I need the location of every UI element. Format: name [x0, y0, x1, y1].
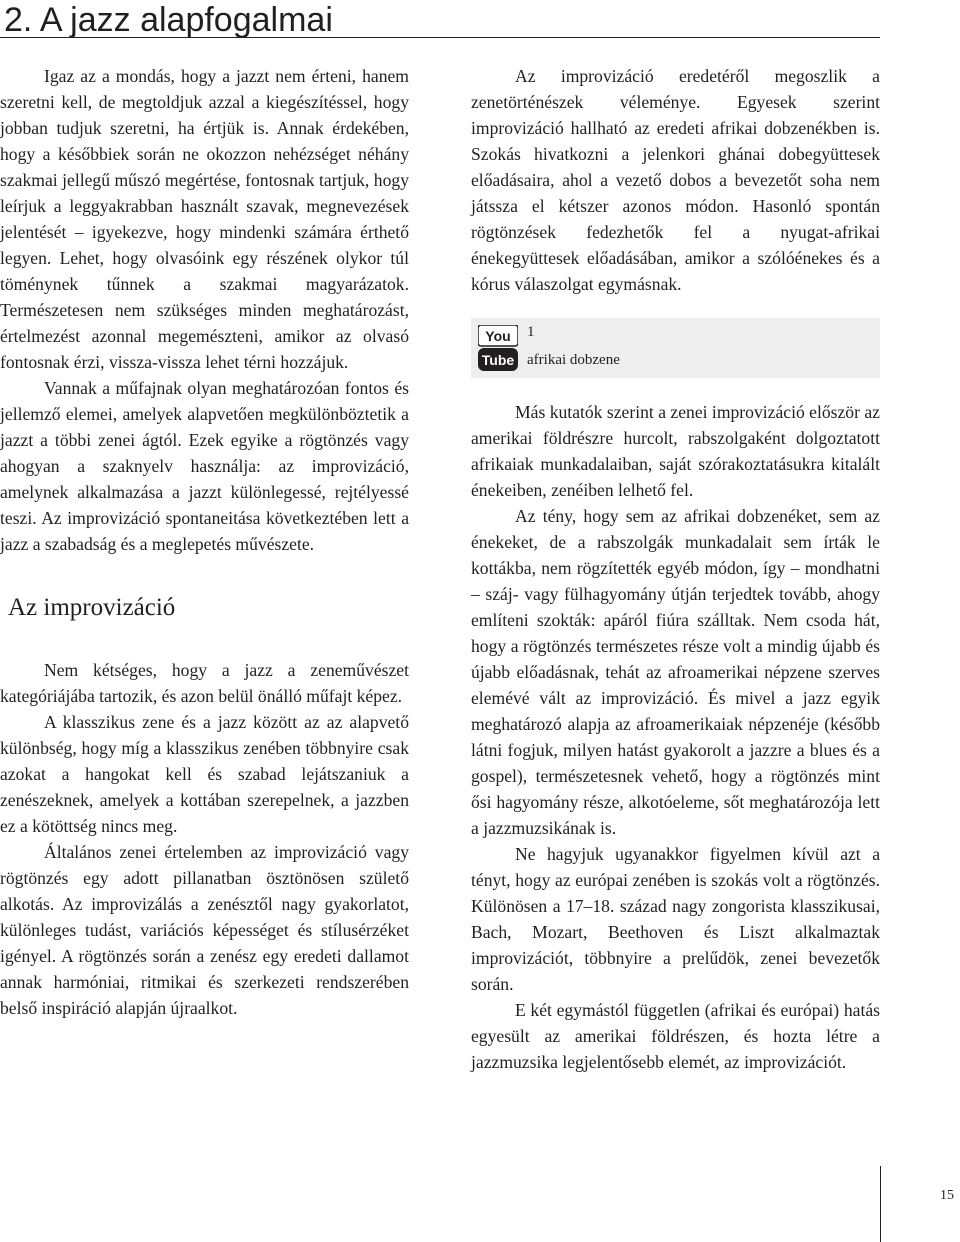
youtube-icon-text-bottom: Tube	[481, 352, 515, 368]
youtube-icon-text-top: You	[485, 328, 511, 344]
section-heading: Az improvizáció	[8, 594, 176, 621]
video-number: 1	[527, 324, 535, 340]
title-rule	[0, 37, 880, 38]
paragraph: Nem kétséges, hogy a jazz a zeneművészet kategóriájába tartozik, és azon belül önálló műfajt képez.	[0, 660, 409, 706]
youtube-icon[interactable]	[478, 325, 518, 371]
paragraph: E két egymástól független (afrikai és európai) hatás egyesült az amerikai földrészen, és hozta létre a jazzmuzsika legjelentősebb elemét, az improvizációt.	[471, 1000, 880, 1072]
paragraph: Igaz az a mondás, hogy a jazzt nem érteni, hanem szeretni kell, de megtoldjuk azzal a kiegészítéssel, hogy jobban tudjuk szeretni, ha értjük is. Annak érdekében, hogy a későbbiek során ne okozzon nehézséget néhány szakmai jellegű műszó megértése, fontosnak tartjuk, hogy leírjuk a leggyakrabban használt szavak, megnevezések jelentését – igyekezve, hogy mindenki számára érthető legyen. Lehet, hogy olvasóink egy részének olykor túl töménynek tűnnek a szakmai magyarázatok. Természetesen nem szükséges minden meghatározást, értelmezést azonnal megemészteni, amikor az olvasó fontosnak érzi, vissza-vissza lehet térni hozzájuk.	[0, 66, 409, 372]
paragraph: A klasszikus zene és a jazz között az az alapvető különbség, hogy míg a klasszikus zenében többnyire csak azokat a hangokat kell és szabad lejátszaniuk a zenészeknek, amelyek a kottában szerepelnek, a jazzben ez a kötöttség nincs meg.	[0, 712, 409, 836]
left-column	[0, 63, 409, 1021]
page-number: 15	[940, 1188, 954, 1203]
video-reference-box[interactable]	[471, 318, 880, 378]
paragraph: Ne hagyjuk ugyanakkor figyelmen kívül azt a tényt, hogy az európai zenében is szokás volt a rögtönzés. Különösen a 17–18. század nagy zongorista klasszikusai, Bach, Mozart, Beethoven és Liszt alkalmaztak improvizációt, többnyire a prelűdök, zenei bevezetők során.	[471, 844, 880, 994]
video-caption: afrikai dobzene	[527, 352, 620, 368]
paragraph: Az tény, hogy sem az afrikai dobzenéket, sem az énekeket, de a rabszolgák munkadalait sem írták le kottákba, nem rögzítették egyéb módon, így – mondhatni – száj- vagy fülhagyomány útján terjedtek tovább, ahogy említeni szokták: apáról fiúra szálltak. Nem csoda hát, hogy a rögtönzés természetes része volt a mindig újabb és újabb előadásnak, tehát az afroamerikai népzene szerves elemévé vált az improvizáció. És mivel a jazz egyik meghatározó alapja az afroamerikaiak népzenéje (később látni fogjuk, milyen hatást gyakorolt a jazzre a blues és a gospel), természetesnek vehető, hogy a rögtönzés mint ősi hagyomány része, alkotóeleme, sőt meghatározója lett a jazzmuzsikának is.	[471, 506, 880, 838]
paragraph: Az improvizáció eredetéről megoszlik a zenetörténészek véleménye. Egyesek szerint improvizáció hallható az eredeti afrikai dobzenékben is. Szokás hivatkozni a jelenkori ghánai dobegyüttesek előadásaira, ahol a vezető dobos a bevezetőt soha nem játssza el kétszer azonos módon. Hasonló spontán rögtönzések fedezhetők fel a nyugat-afrikai énekegyüttesek előadásában, amikor a szólóénekes és a kórus válaszolgat egymásnak.	[471, 66, 880, 294]
paragraph: Vannak a műfajnak olyan meghatározóan fontos és jellemző elemei, amelyek alapvetően megkülönböztetik a jazzt a többi zenei ágtól. Ezek egyike a rögtönzés vagy ahogyan a szaknyelv használja: az improvizáció, amelynek alkalmazása a jazzt különlegessé, rejtélyessé teszi. Az improvizáció spontaneitása következtében lett a jazz a szabadság és a meglepetés művészete.	[0, 378, 409, 554]
paragraph: Általános zenei értelemben az improvizáció vagy rögtönzés egy adott pillanatban ösztönösen születő alkotás. Az improvizálás a zenésztől nagy gyakorlatot, különleges tudást, variációs képességet és stílusérzéket igényel. A rögtönzés során a zenész egy eredeti dallamot annak harmóniai, ritmikai és szerkezeti rendszerében belső inspiráció alapján újraalkot.	[0, 842, 409, 1018]
right-column	[471, 63, 880, 1075]
paragraph: Más kutatók szerint a zenei improvizáció először az amerikai földrészre hurcolt, rabszolgaként dolgoztatott afrikaiak munkadalaiban, saját szórakoztatásukra kitalált énekeiben, zenéiben lelhető fel.	[471, 402, 880, 500]
page-number-rule	[880, 1166, 881, 1242]
chapter-title: 2. A jazz alapfogalmai	[4, 1, 333, 39]
